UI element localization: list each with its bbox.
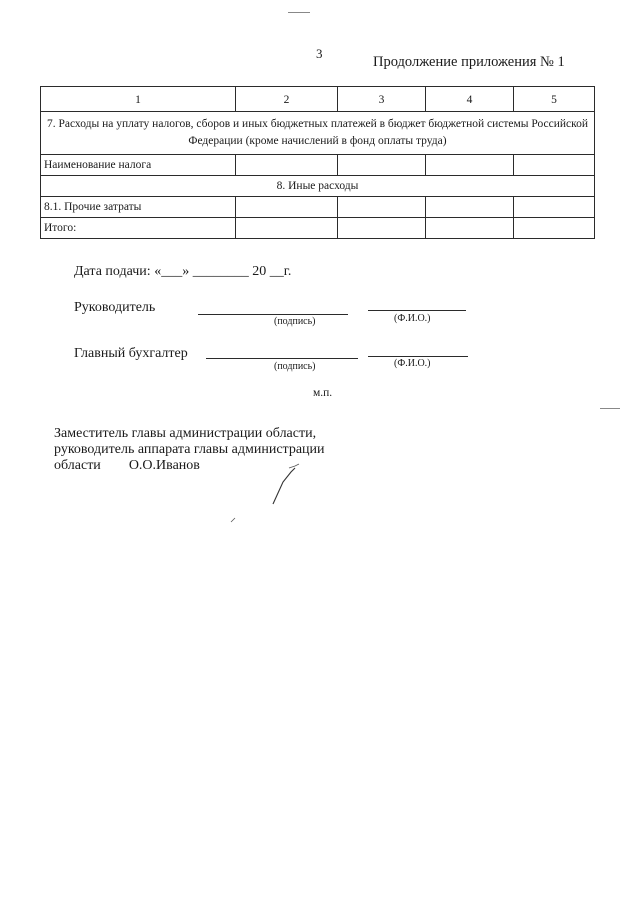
table-cell (236, 218, 338, 239)
director-signature-line (198, 314, 348, 315)
scan-mark (600, 408, 620, 409)
table-cell (514, 197, 595, 218)
table-cell (426, 155, 514, 176)
director-fio-line (368, 310, 466, 311)
accountant-fio-line (368, 356, 468, 357)
accountant-signature-caption: (подпись) (274, 361, 316, 372)
tax-name-row (41, 155, 595, 176)
appendix-continuation-title: Продолжение приложения № 1 (373, 54, 565, 70)
page-number: 3 (316, 46, 323, 61)
column-header-3: 3 (338, 87, 426, 112)
column-header-2: 2 (236, 87, 338, 112)
section-8-heading: 8. Иные расходы (41, 176, 595, 197)
expenses-table (40, 86, 595, 239)
column-header-1: 1 (41, 87, 236, 112)
submission-date: Дата подачи: «___» ________ 20 __г. (74, 264, 292, 279)
handwritten-signature (225, 460, 315, 530)
section-8-row (41, 176, 595, 197)
signatory-name: О.О.Иванов (128, 458, 200, 473)
total-label: Итого: (41, 218, 236, 239)
director-fio-caption: (Ф.И.О.) (394, 313, 431, 324)
signatory-position-line-1: Заместитель главы администрации области, (54, 426, 317, 441)
section-7-row (41, 112, 595, 155)
signatory-position-line-3: области О.О.Иванов (54, 458, 200, 473)
column-header-5: 5 (514, 87, 595, 112)
director-signature-caption: (подпись) (274, 316, 316, 327)
signatory-block (54, 426, 374, 474)
other-costs-label: 8.1. Прочие затраты (41, 197, 236, 218)
director-label: Руководитель (74, 300, 156, 315)
table-cell (514, 218, 595, 239)
table-cell (236, 197, 338, 218)
table-header-row (41, 87, 595, 112)
table-cell (338, 218, 426, 239)
accountant-fio-caption: (Ф.И.О.) (394, 358, 431, 369)
chief-accountant-label: Главный бухгалтер (74, 346, 188, 361)
section-7-heading: 7. Расходы на уплату налогов, сборов и иных бюджетных платежей в бюджет бюджетной системы Российской Федерации (кроме начислений в фонд оплаты труда) (41, 112, 595, 155)
table-cell (338, 197, 426, 218)
signatory-position-line-2: руководитель аппарата главы администрации (54, 442, 325, 457)
table-cell (426, 218, 514, 239)
stamp-place: м.п. (313, 387, 333, 399)
accountant-signature-line (206, 358, 358, 359)
total-row (41, 218, 595, 239)
table-cell (426, 197, 514, 218)
table-cell (338, 155, 426, 176)
column-header-4: 4 (426, 87, 514, 112)
table-cell (236, 155, 338, 176)
table-cell (514, 155, 595, 176)
other-costs-row (41, 197, 595, 218)
tax-name-label: Наименование налога (41, 155, 236, 176)
scan-mark (288, 12, 310, 13)
